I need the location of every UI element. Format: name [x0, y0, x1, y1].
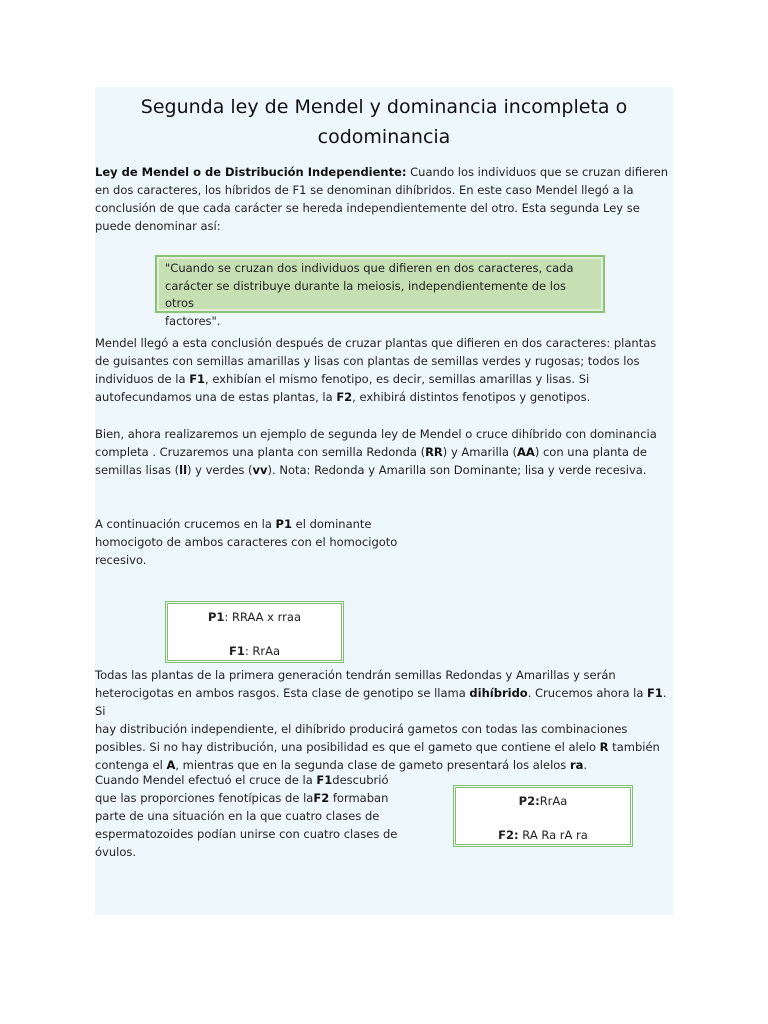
paragraph-3: [95, 425, 673, 479]
f2-result: F2: RA Ra rA ra: [498, 828, 588, 842]
p4-line-2: homocigoto de ambos caracteres con el homocigoto: [95, 535, 398, 549]
p2-cross: P2:RrAa: [518, 794, 568, 808]
f1-result: F1: RrAa: [228, 644, 281, 658]
quote-box: [155, 255, 605, 328]
document-page: [95, 87, 673, 915]
p6-line-1: Cuando Mendel efectuó el cruce de la F1descubrió: [95, 773, 389, 787]
p5-line-1: Todas las plantas de la primera generación tendrán semillas Redondas y Amarillas y serán: [95, 668, 616, 682]
p2-line-3: individuos de la F1, exhibían el mismo fenotipo, es decir, semillas amarillas y lisas. Si: [95, 372, 590, 386]
p6-line-3: parte de una situación en la que cuatro clases de: [95, 809, 380, 823]
quote-line-2: carácter se distribuye durante la meiosis, independientemente de los otros: [165, 278, 567, 310]
p2-line-2: de guisantes con semillas amarillas y lisas con plantas de semillas verdes y rugosas; todos los: [95, 354, 640, 368]
quote-line-1: "Cuando se cruzan dos individuos que difieren en dos caracteres, cada: [165, 261, 574, 275]
paragraph-6: [95, 771, 405, 861]
title-line-1: Segunda ley de Mendel y dominancia incompleta o: [140, 96, 628, 118]
p6-line-4: espermatozoides podían unirse con cuatro clases de: [95, 827, 398, 841]
intro-line-4: puede denominar así:: [95, 219, 221, 233]
quote-line-3: factores".: [165, 313, 221, 328]
p3-line-3: semillas lisas (ll) y verdes (vv). Nota: Redonda y Amarilla son Dominante; lisa y verde recesiva.: [95, 463, 647, 477]
cross-box-p2-f2: [453, 785, 633, 847]
p6-line-5: óvulos.: [95, 845, 137, 859]
p5-line-2: heterocigotas en ambos rasgos. Esta clase de genotipo se llama dihíbrido. Crucemos ahora la F1. Si: [95, 686, 667, 718]
title-line-2: codominancia: [317, 126, 451, 148]
cross-box-p1-f1: [165, 601, 344, 663]
p2-line-4: autofecundamos una de estas plantas, la F2, exhibirá distintos fenotipos y genotipos.: [95, 390, 591, 404]
p5-line-5: contenga el A, mientras que en la segunda clase de gameto presentará los alelos ra.: [95, 758, 588, 772]
p3-line-1: Bien, ahora realizaremos un ejemplo de segunda ley de Mendel o cruce dihíbrido con dominancia: [95, 427, 657, 441]
p2-line-1: Mendel llegó a esta conclusión después de cruzar plantas que difieren en dos caracteres: plantas: [95, 336, 657, 350]
p4-line-1: A continuación crucemos en la P1 el dominante: [95, 517, 372, 531]
p6-line-2: que las proporciones fenotípicas de laF2 formaban: [95, 791, 389, 805]
intro-line-1: Cuando los individuos que se cruzan difieren: [410, 165, 668, 179]
document-title: [95, 92, 673, 152]
p4-line-3: recesivo.: [95, 553, 147, 567]
paragraph-5: [95, 666, 673, 774]
intro-line-2: en dos caracteres, los híbridos de F1 se denominan dihíbridos. En este caso Mendel llegó a la: [95, 183, 634, 197]
paragraph-4: [95, 515, 405, 569]
intro-line-3: conclusión de que cada carácter se hereda independientemente del otro. Esta segunda Ley se: [95, 201, 640, 215]
p5-line-4: posibles. Si no hay distribución, una posibilidad es que el gameto que contiene el alelo R también: [95, 740, 660, 754]
intro-label: Ley de Mendel o de Distribución Independiente:: [95, 165, 407, 179]
paragraph-2: [95, 334, 673, 406]
p3-line-2: completa . Cruzaremos una planta con semilla Redonda (RR) y Amarilla (AA) con una planta de: [95, 445, 647, 459]
p1-cross: P1: RRAA x rraa: [207, 610, 301, 624]
p5-line-3: hay distribución independiente, el dihíbrido producirá gametos con todas las combinaciones: [95, 722, 628, 736]
intro-paragraph: [95, 163, 673, 235]
